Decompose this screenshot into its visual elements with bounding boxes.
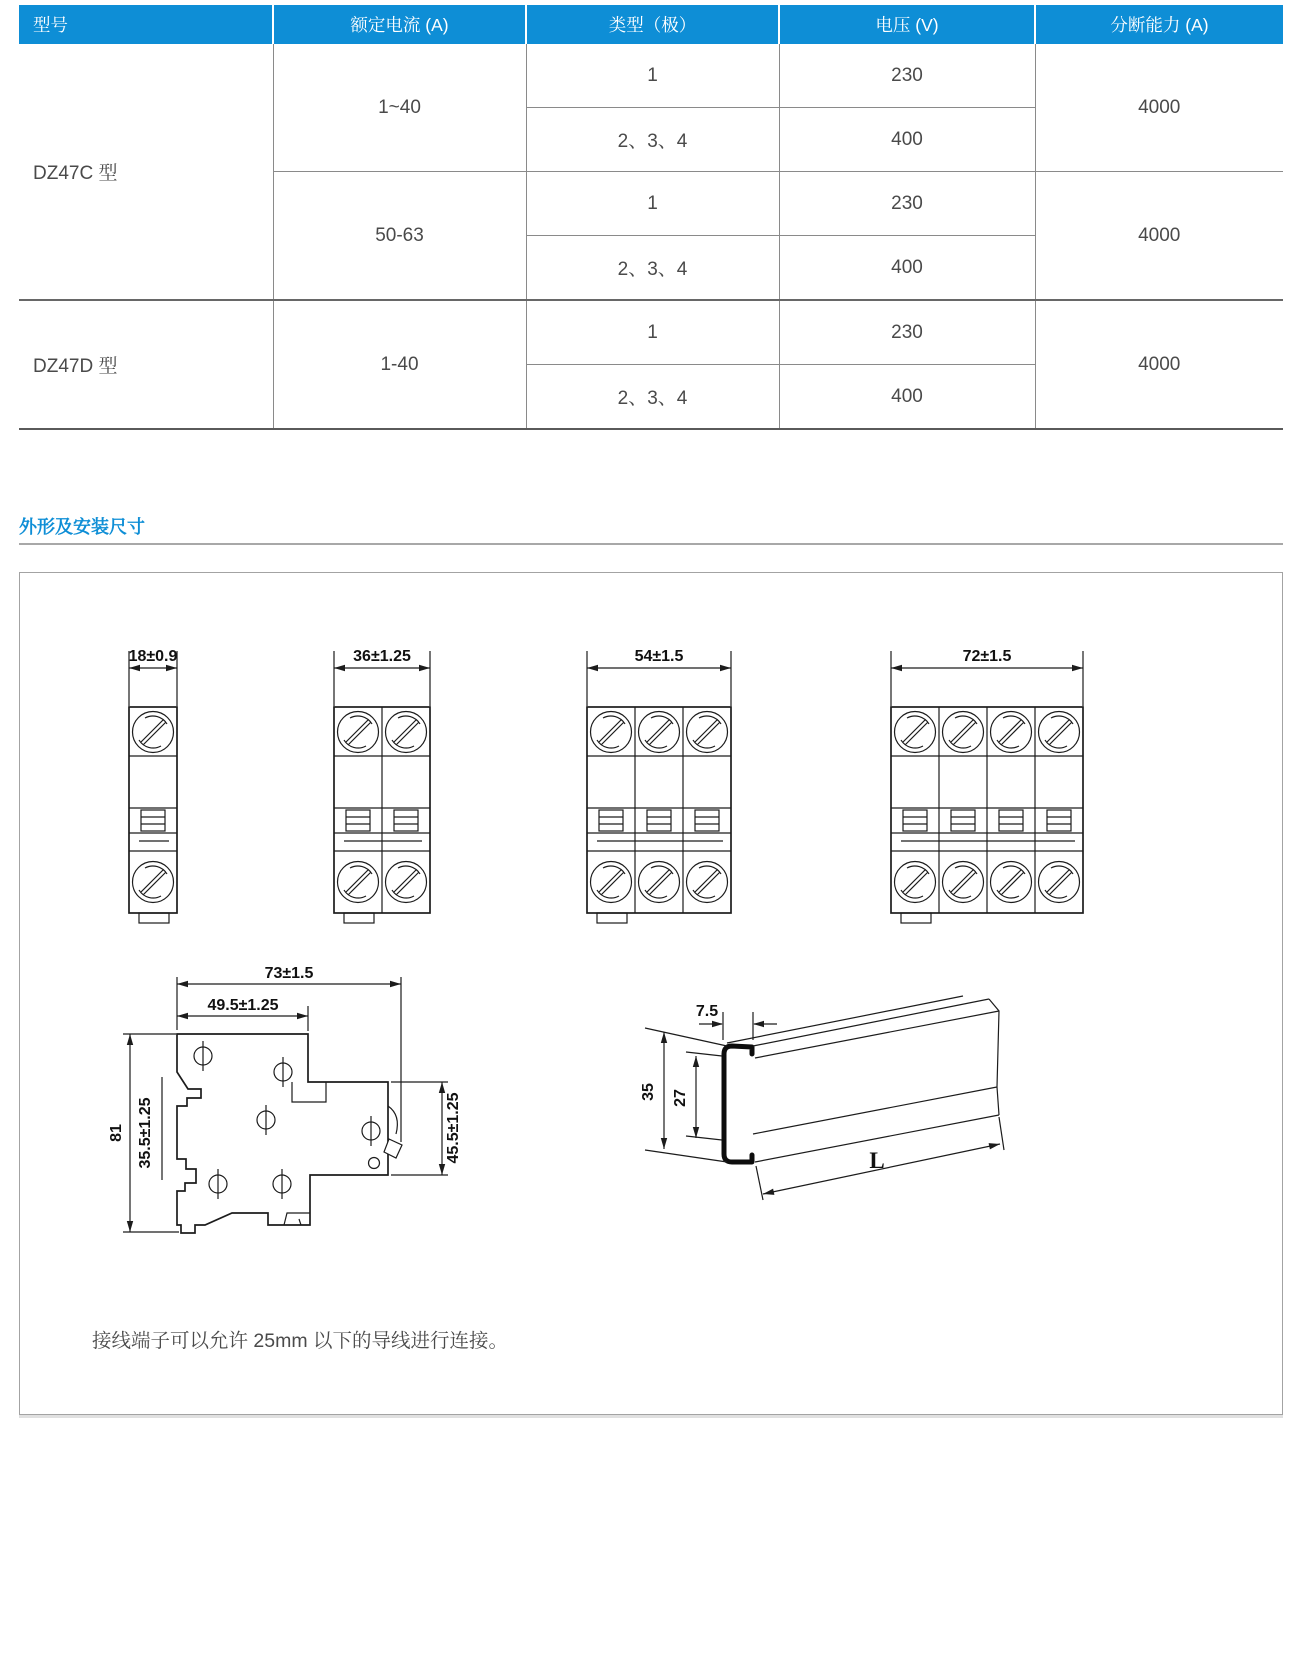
header-type-poles: 类型（极） <box>526 5 779 44</box>
dim-label: 73±1.5 <box>264 965 314 982</box>
terminal-screw-icon <box>639 712 680 753</box>
capacity-cell: 4000 <box>1035 172 1283 301</box>
header-breaking-capacity: 分断能力 (A) <box>1035 5 1283 44</box>
terminal-screw-icon <box>133 862 174 903</box>
poles-cell: 1 <box>526 300 779 365</box>
section-title: 外形及安装尺寸 <box>19 517 145 537</box>
header-rated-current: 额定电流 (A) <box>273 5 526 44</box>
dim-label: 49.5±1.25 <box>207 997 279 1014</box>
capacity-cell: 4000 <box>1035 44 1283 172</box>
poles-cell: 1 <box>526 172 779 236</box>
dim-label: 18±0.9 <box>128 648 178 665</box>
terminal-note: 接线端子可以允许 25mm 以下的导线进行连接。 <box>92 1330 509 1352</box>
voltage-cell: 400 <box>779 108 1035 172</box>
terminal-screw-icon <box>1039 862 1080 903</box>
voltage-cell: 400 <box>779 365 1035 430</box>
breaker-handle <box>1047 810 1071 831</box>
poles-cell: 1 <box>526 44 779 108</box>
breaker-side-view <box>108 965 462 1233</box>
dim-label: 54±1.5 <box>634 648 684 665</box>
terminal-tab <box>384 1139 402 1158</box>
terminal-screw-icon <box>991 712 1032 753</box>
terminal-screw-icon <box>943 712 984 753</box>
dim-label: 35 <box>640 1083 657 1101</box>
section-divider <box>19 543 1283 545</box>
current-cell: 1-40 <box>273 300 526 429</box>
dim-height-right <box>391 1082 462 1175</box>
poles-cell: 2、3、4 <box>526 365 779 430</box>
rail-body <box>727 996 999 1162</box>
din-clip-tab <box>597 913 627 923</box>
din-clip-tab <box>139 913 169 923</box>
terminal-screw-icon <box>591 862 632 903</box>
voltage-cell: 400 <box>779 236 1035 301</box>
terminal-screw-icon <box>991 862 1032 903</box>
header-voltage: 电压 (V) <box>779 5 1035 44</box>
terminal-screw-icon <box>386 862 427 903</box>
model-cell: DZ47C 型 <box>19 44 273 300</box>
breaker-handle <box>695 810 719 831</box>
dimension-drawings-svg <box>20 573 1282 1414</box>
breaker-handle <box>346 810 370 831</box>
dim-label: 36±1.25 <box>353 648 411 665</box>
terminal-screw-icon <box>687 712 728 753</box>
dim-label: L <box>869 1148 885 1173</box>
breaker-handle <box>599 810 623 831</box>
dim-width-total <box>177 965 401 1142</box>
poles-cell: 2、3、4 <box>526 108 779 172</box>
model-cell: DZ47D 型 <box>33 356 118 377</box>
dim-label: 72±1.5 <box>962 648 1012 665</box>
table-row <box>19 44 1283 108</box>
breaker-front-view-2p <box>334 648 430 923</box>
front-views-layer <box>129 648 1083 923</box>
dim-rail-depth <box>696 1003 777 1040</box>
dim-rail-inner-height <box>672 1052 722 1140</box>
dim-label: 81 <box>108 1124 125 1142</box>
poles-cell: 2、3、4 <box>526 236 779 301</box>
terminal-screw-icon <box>338 862 379 903</box>
terminal-screw-icon <box>687 862 728 903</box>
dim-width-front <box>177 997 308 1031</box>
dim-label: 7.5 <box>695 1003 719 1020</box>
terminal-screw-icon <box>1039 712 1080 753</box>
dim-label: 27 <box>672 1089 689 1107</box>
voltage-cell: 230 <box>779 172 1035 236</box>
din-clip-tab <box>344 913 374 923</box>
terminal-screw-icon <box>639 862 680 903</box>
voltage-cell: 230 <box>779 300 1035 365</box>
current-cell: 1~40 <box>273 44 526 172</box>
capacity-cell: 4000 <box>1035 300 1283 429</box>
table-header-row <box>19 5 1283 44</box>
breaker-front-view-3p <box>587 648 731 923</box>
terminal-screw-icon <box>591 712 632 753</box>
terminal-screw-icon <box>133 712 174 753</box>
breaker-handle <box>999 810 1023 831</box>
spec-table <box>19 5 1283 430</box>
dim-label: 45.5±1.25 <box>445 1092 462 1164</box>
breaker-handle <box>951 810 975 831</box>
dim-label: 35.5±1.25 <box>137 1097 154 1169</box>
dim-rail-length <box>756 1117 1004 1200</box>
terminal-screw-icon <box>895 712 936 753</box>
breaker-handle <box>903 810 927 831</box>
terminal-screw-icon <box>386 712 427 753</box>
table-row <box>19 300 1283 365</box>
dimension-drawing-panel <box>19 572 1283 1415</box>
breaker-handle <box>647 810 671 831</box>
breaker-front-view-1p <box>129 648 178 923</box>
header-model: 型号 <box>19 5 273 44</box>
voltage-cell: 230 <box>779 44 1035 108</box>
rail-profile <box>724 1046 752 1162</box>
breaker-handle <box>394 810 418 831</box>
din-clip-tab <box>901 913 931 923</box>
dim-height-rail <box>137 1077 162 1180</box>
terminal-screw-icon <box>943 862 984 903</box>
din-rail-drawing <box>640 996 1004 1200</box>
current-cell: 50-63 <box>273 172 526 301</box>
breaker-front-view-4p <box>891 648 1083 923</box>
breaker-handle <box>141 810 165 831</box>
terminal-screw-icon <box>895 862 936 903</box>
terminal-screw-icon <box>338 712 379 753</box>
